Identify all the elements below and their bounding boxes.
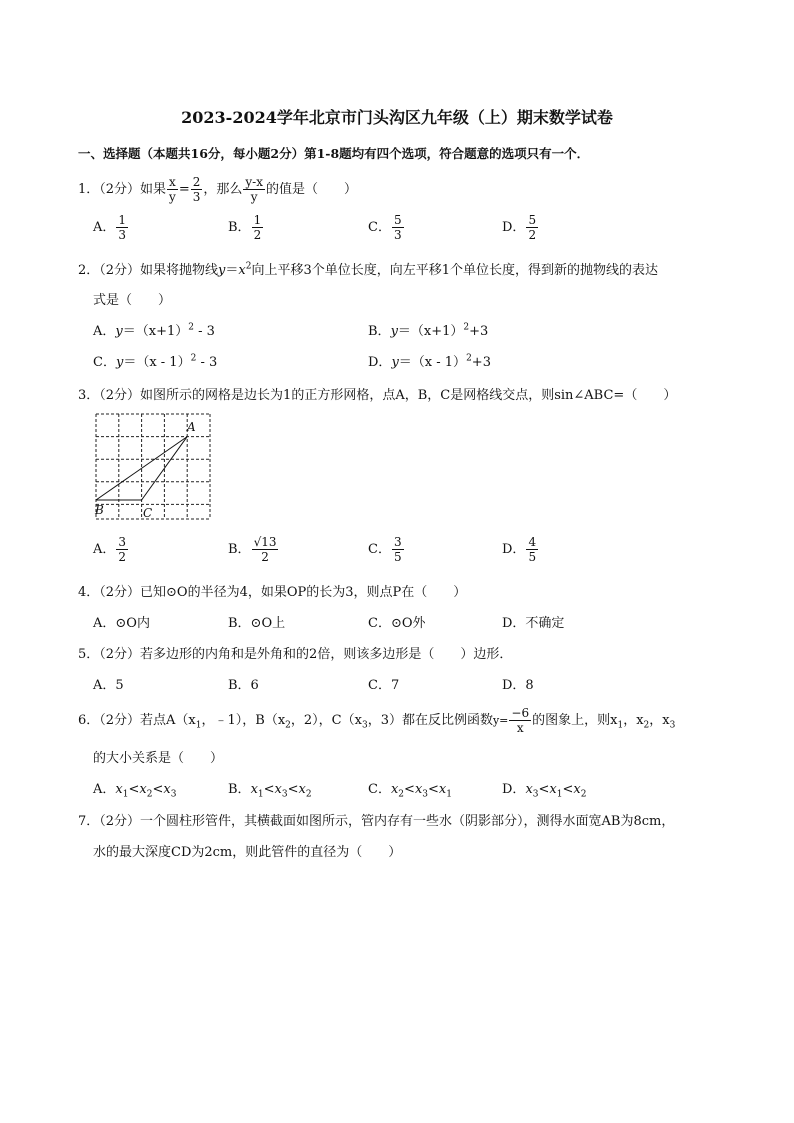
section-heading: 一、选择题（本题共16分，每小题2分）第1-8题均有四个选项，符合题意的选项只有一个． xyxy=(78,146,590,161)
fraction: $\frac{-6}{x}$ xyxy=(511,706,530,735)
question-4: 4．（2分）已知⊙O的半径为4，如果OP的长为3，则点P在（ ） xyxy=(78,585,467,600)
q3-option-b: B． $\frac{√13}{2}$ xyxy=(228,535,277,564)
fraction: $\frac{2}{3}$ xyxy=(192,175,201,204)
q4-option-b: B．⊙O上 xyxy=(228,616,286,631)
question-3: 3．（2分）如图所示的网格是边长为1的正方形网格，点A，B，C是网格线交点，则sin∠ABC=（ ） xyxy=(78,388,677,403)
question-2-line2: 式是（ ） xyxy=(93,293,172,308)
q2-option-a: A．$y=(x+1)^2 - 3$ xyxy=(93,322,215,339)
point-label-c: C xyxy=(143,506,153,520)
question-5: 5．（2分）若多边形的内角和是外角和的2倍，则该多边形是（ ）边形． xyxy=(78,647,513,662)
q1-option-b: B． $\frac{1}{2}$ xyxy=(228,213,262,242)
point-label-b: B xyxy=(95,503,104,517)
question-7: 7．（2分）一个圆柱形管件，其横截面如图所示，管内存有一些水（阴影部分），测得水面宽AB为8cm， xyxy=(78,814,675,829)
question-7-line2: 水的最大深度CD为2cm，则此管件的直径为（ ） xyxy=(93,845,402,860)
question-2: 2．（2分）如果将抛物线$y=x^2$向上平移3个单位长度，向左平移1个单位长度，得到新的抛物线的表达 xyxy=(78,261,659,278)
grid-figure xyxy=(93,412,213,524)
page-title: 2023-2024学年北京市门头沟区九年级（上）期末数学试卷 xyxy=(181,108,613,127)
q3-option-a: A． $\frac{3}{2}$ xyxy=(93,535,127,564)
q2-option-d: D．y＝（x - 1）$^2$+3 xyxy=(368,353,491,370)
q4-option-c: C．⊙O外 xyxy=(368,616,426,631)
q2-option-b: B．$y=(x+1)^2+3$ xyxy=(368,322,489,339)
question-1: 1．（2分）如果 $\frac{x}{y}$ = $\frac{2}{3}$ ，那么 $\frac{y-x}{y}$ 的值是（ ） xyxy=(78,175,358,204)
q5-option-d: D．8 xyxy=(502,678,534,693)
q2-option-c: C．y＝（x - 1）$^2$ - 3 xyxy=(93,353,218,370)
q1-option-c: C． $\frac{5}{3}$ xyxy=(368,213,402,242)
fraction: $\frac{x}{y}$ xyxy=(169,175,176,204)
q4-option-d: D．不确定 xyxy=(502,616,565,631)
q5-option-a: A．5 xyxy=(93,678,124,693)
q5-option-c: C．7 xyxy=(368,678,400,693)
q1-option-d: D． $\frac{5}{2}$ xyxy=(502,213,537,242)
q6-option-a: A．$x_1<x_2<x_3$ xyxy=(93,782,177,800)
question-6-line2: 的大小关系是（ ） xyxy=(93,751,224,766)
fraction: $\frac{y-x}{y}$ xyxy=(245,175,263,204)
question-6: 6．（2分）若点$A(x_1$，﹣1），$B(x_2$，2），$C(x_3$，3）都在反比例函数y= $\frac{-6}{x}$ 的图象上，则$x_1$，$x_2$，$x_3$ xyxy=(78,706,676,735)
q5-option-b: B．6 xyxy=(228,678,259,693)
point-label-a: A xyxy=(187,420,196,434)
q6-option-b: B．$x_1<x_3<x_2$ xyxy=(228,782,312,800)
q3-option-d: D． $\frac{4}{5}$ xyxy=(502,535,537,564)
q4-option-a: A．⊙O内 xyxy=(93,616,150,631)
q3-option-c: C． $\frac{3}{5}$ xyxy=(368,535,402,564)
q6-option-c: C．$x_2<x_3<x_1$ xyxy=(368,782,452,800)
q1-option-a: A． $\frac{1}{3}$ xyxy=(93,213,127,242)
q6-option-d: D．$x_3<x_1<x_2$ xyxy=(502,782,587,800)
